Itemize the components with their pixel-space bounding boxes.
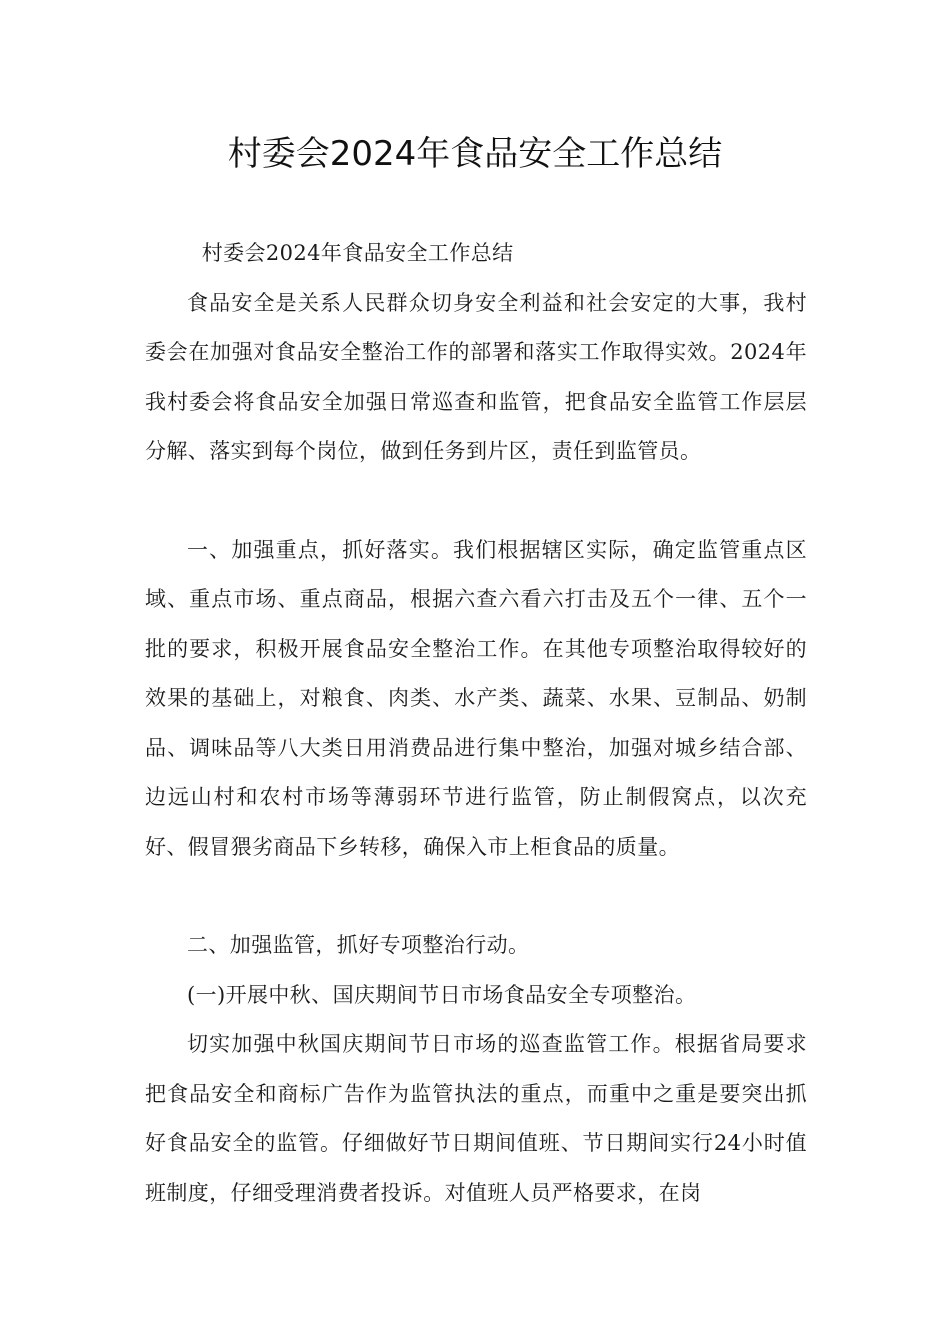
paragraph-gap xyxy=(145,872,807,921)
paragraph-section-2-heading: 二、加强监管，抓好专项整治行动。 xyxy=(187,933,530,957)
paragraph-intro: 食品安全是关系人民群众切身安全利益和社会安定的大事，我村委会在加强对食品安全整治工作的部署和落实工作取得实效。2024年我村委会将食品安全加强日常巡查和监管，把食品安全监管工作层层分解、落实到每个岗位，做到任务到片区，责任到监管员。 xyxy=(145,290,807,463)
paragraph-section-1: 一、加强重点，抓好落实。我们根据辖区实际，确定监管重点区域、重点市场、重点商品，根据六查六看六打击及五个一律、五个一批的要求，积极开展食品安全整治工作。在其他专项整治取得较好的效果的基础上，对粮食、肉类、水产类、蔬菜、水果、豆制品、奶制品、调味品等八大类日用消费品进行集中整治，加强对城乡结合部、边远山村和农村市场等薄弱环节进行监管，防止制假窝点，以次充好、假冒猥劣商品下乡转移，确保入市上柜食品的质量。 xyxy=(145,537,807,859)
document-body xyxy=(145,229,807,1218)
document-title: 村委会2024年食品安全工作总结 xyxy=(227,134,723,174)
paragraph-subsection-body: 切实加强中秋国庆期间节日市场的巡查监管工作。根据省局要求把食品安全和商标广告作为监管执法的重点，而重中之重是要突出抓好食品安全的监管。仔细做好节日期间值班、节日期间实行24小时值班制度，仔细受理消费者投诉。对值班人员严格要求，在岗 xyxy=(145,1032,807,1205)
paragraph-subsection-heading: (一)开展中秋、国庆期间节日市场食品安全专项整治。 xyxy=(187,982,697,1007)
paragraph-gap xyxy=(145,477,807,526)
document-subtitle: 村委会2024年食品安全工作总结 xyxy=(201,241,514,265)
